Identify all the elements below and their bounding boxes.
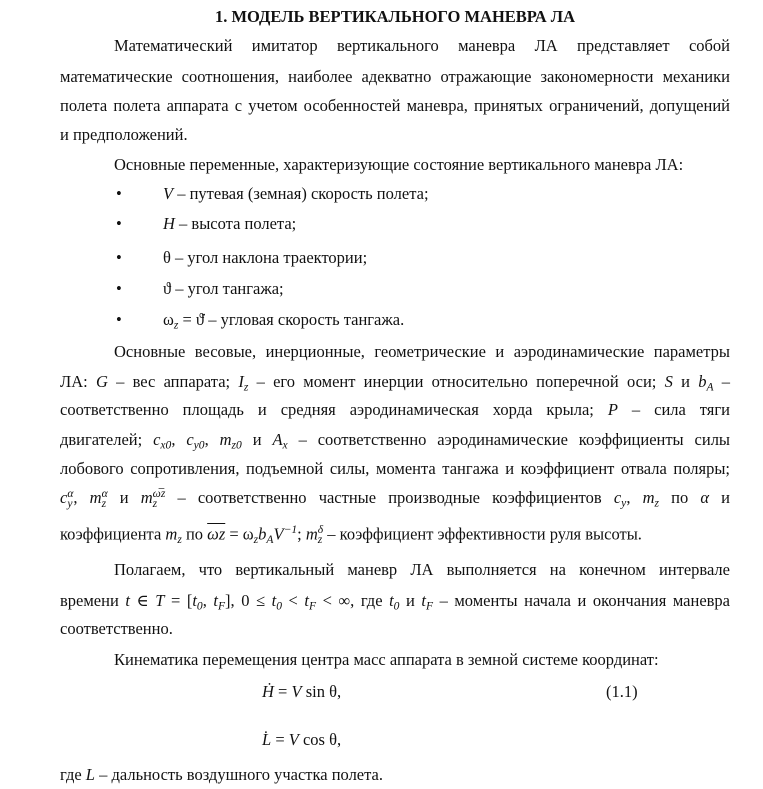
math-symbol: A [272,430,283,449]
text-run: Основные переменные, характеризующие состояние вертикального маневра ЛА: [114,155,684,174]
text-run: математические соотношения, наиболее адекватно отражающие закономерности механики [60,67,730,86]
text-run: ∈ [129,591,156,610]
text-run: двигателей; [60,430,154,449]
text-run: – моменты начала и окончания маневра [433,591,731,610]
text-run: и предположений. [60,125,188,144]
subscript: z [152,498,158,511]
math-symbol: 0 [276,600,282,613]
math-symbol: y [621,497,627,510]
math-index [153,489,166,510]
text-run: – вес аппарата; [107,372,239,391]
text-run: < ∞, где [316,591,390,610]
text-run: cos θ, [298,730,342,749]
math-symbol: t [271,591,277,610]
bullet-icon: • [116,248,122,267]
math-symbol: Ḣ [262,682,274,701]
text-run: = [271,730,289,749]
bullet-icon: • [116,310,122,329]
text-line [60,33,730,59]
math-symbol: V [273,524,284,544]
text-line [60,485,730,511]
text-run: ω [163,310,174,329]
text-run: < [281,591,305,610]
text-run: = [273,682,292,701]
math-symbol: $\overline{\omega z}$ [207,524,226,544]
text-line [60,397,730,423]
math-symbol: c [186,430,194,449]
math-symbol: y0 [193,439,205,452]
math-symbol: m [165,524,178,544]
math-symbol: F [425,600,434,613]
text-line [60,588,730,614]
text-run: ; [297,524,306,544]
bullet-icon: • [116,214,122,233]
text-run: и [107,488,141,507]
superscript: δ [317,523,324,536]
text-run: времени [60,591,126,610]
math-index [67,489,73,510]
section-title: 1. МОДЕЛЬ ВЕРТИКАЛЬНОГО МАНЕВРА ЛА [214,7,576,26]
math-symbol: V [288,730,299,749]
text-line [60,339,730,365]
math-symbol: c [153,430,161,449]
text-run: sin θ, [301,682,342,701]
math-symbol: I [238,372,244,391]
math-symbol: z [177,533,182,546]
bullet-list-item [60,181,730,207]
text-line [60,64,730,90]
text-run: и [709,488,730,507]
math-symbol: x0 [160,439,172,452]
text-run: лобового сопротивления, подъемной силы, момента тангажа и коэффициент отвала поляры; [60,459,730,478]
math-symbol: H [163,214,175,233]
text-run: = ϑ̇ – угловая скорость тангажа. [178,310,405,329]
bullet-list-item [60,307,730,333]
math-symbol: t [389,591,394,610]
text-run: , [204,430,220,449]
text-run: и [241,430,273,449]
text-line [60,517,730,547]
text-line [60,427,730,453]
text-run: θ – угол наклона траектории; [163,248,368,267]
text-line [60,456,730,482]
math-symbol: z [243,381,249,394]
text-line [60,647,730,673]
math-symbol: T [155,591,165,610]
bullet-list-item [60,245,730,271]
text-run: , [171,430,187,449]
math-symbol: t [304,591,309,610]
math-symbol: α [700,488,710,507]
text-run: ], 0 ≤ [225,591,272,610]
math-symbol: S [664,372,673,391]
math-symbol: c [613,488,622,507]
bullet-list-item [60,211,730,237]
text-line [60,762,730,788]
text-run: соответственно. [60,619,173,638]
math-symbol: m [219,430,232,449]
text-run: – дальность воздушного участка полета. [94,765,383,784]
text-line [60,557,730,583]
text-run: , [202,591,214,610]
text-run: – соответственно аэродинамические коэффициенты силы [287,430,731,449]
text-run: – [713,372,730,391]
math-symbol: A [706,381,714,394]
text-run: коэффициента [60,524,166,544]
math-symbol: L [85,765,95,784]
math-symbol: V [163,184,174,203]
text-line [60,616,730,642]
math-symbol: m [642,488,655,507]
text-run: – путевая (земная) скорость полета; [173,184,429,203]
text-run: Основные весовые, инерционные, геометрические и аэродинамические параметры [114,342,730,361]
equation-line [60,727,730,753]
math-symbol: F [308,600,317,613]
math-symbol: z0 [231,439,242,452]
text-line [60,152,730,178]
text-run: ЛА: [60,372,96,391]
text-line [60,93,730,119]
text-run: где [60,765,86,784]
math-symbol: m [140,488,153,507]
bullet-icon: • [116,279,122,298]
superscript: ω̅z [152,487,166,500]
math-symbol: z [173,319,179,332]
math-symbol: −1 [283,524,298,536]
math-symbol: G [95,372,108,391]
math-index [318,525,323,546]
text-run: – сила тяги [617,400,730,419]
subscript: y [67,498,73,511]
text-run: и [399,591,422,610]
text-run: Математический имитатор вертикального маневра ЛА представляет собой [114,36,730,55]
text-line [60,122,730,148]
math-index [102,489,108,510]
math-symbol: m [89,488,102,507]
math-symbol: A [266,533,274,546]
bullet-icon: • [116,184,122,203]
superscript: α [101,487,108,500]
text-run: и [672,372,699,391]
equation-number: (1.1) [606,682,638,701]
text-run: – соответственно частные производные коэффициентов [165,488,614,507]
bullet-list-item [60,276,730,302]
text-run: ϑ – угол тангажа; [163,279,284,298]
text-run: по [659,488,701,507]
math-symbol: t [125,591,130,610]
text-line [60,369,730,395]
math-symbol: F [217,600,226,613]
math-symbol: b [258,524,267,544]
text-run: Кинематика перемещения центра масс аппарата в земной системе координат: [114,650,659,669]
text-run: – высота полета; [174,214,297,233]
text-run: по [181,524,208,544]
math-symbol: 0 [393,600,400,613]
text-run: соответственно площадь и средняя аэродинамическая хорда крыла; [60,400,608,419]
text-run: = ω [225,524,254,544]
math-symbol: P [607,400,618,419]
text-run: Полагаем, что вертикальный маневр ЛА выполняется на конечном интервале [114,560,730,579]
subscript: z [317,534,323,547]
text-run: – его момент инерции относительно поперечной оси; [248,372,665,391]
math-symbol: z [253,533,259,546]
math-symbol: m [305,524,318,544]
math-symbol: t [213,591,218,610]
text-run: – коэффициент эффективности руля высоты. [323,524,642,544]
superscript: α [67,487,74,500]
text-run: = [ [164,591,193,610]
math-symbol: z [654,497,659,510]
math-symbol: x [282,439,288,452]
math-symbol: 0 [196,600,203,613]
math-symbol: L̇ [262,730,272,749]
math-symbol: c [60,488,68,507]
equation-line [60,679,730,705]
math-symbol: t [421,591,426,610]
math-symbol: V [291,682,302,701]
math-symbol: t [192,591,197,610]
text-run: полета полета аппарата с учетом особенностей маневра, принятых ограничений, допущений [60,96,730,115]
text-run: , [73,488,90,507]
subscript: z [101,498,107,511]
text-run: , [626,488,643,507]
math-symbol: b [698,372,707,391]
